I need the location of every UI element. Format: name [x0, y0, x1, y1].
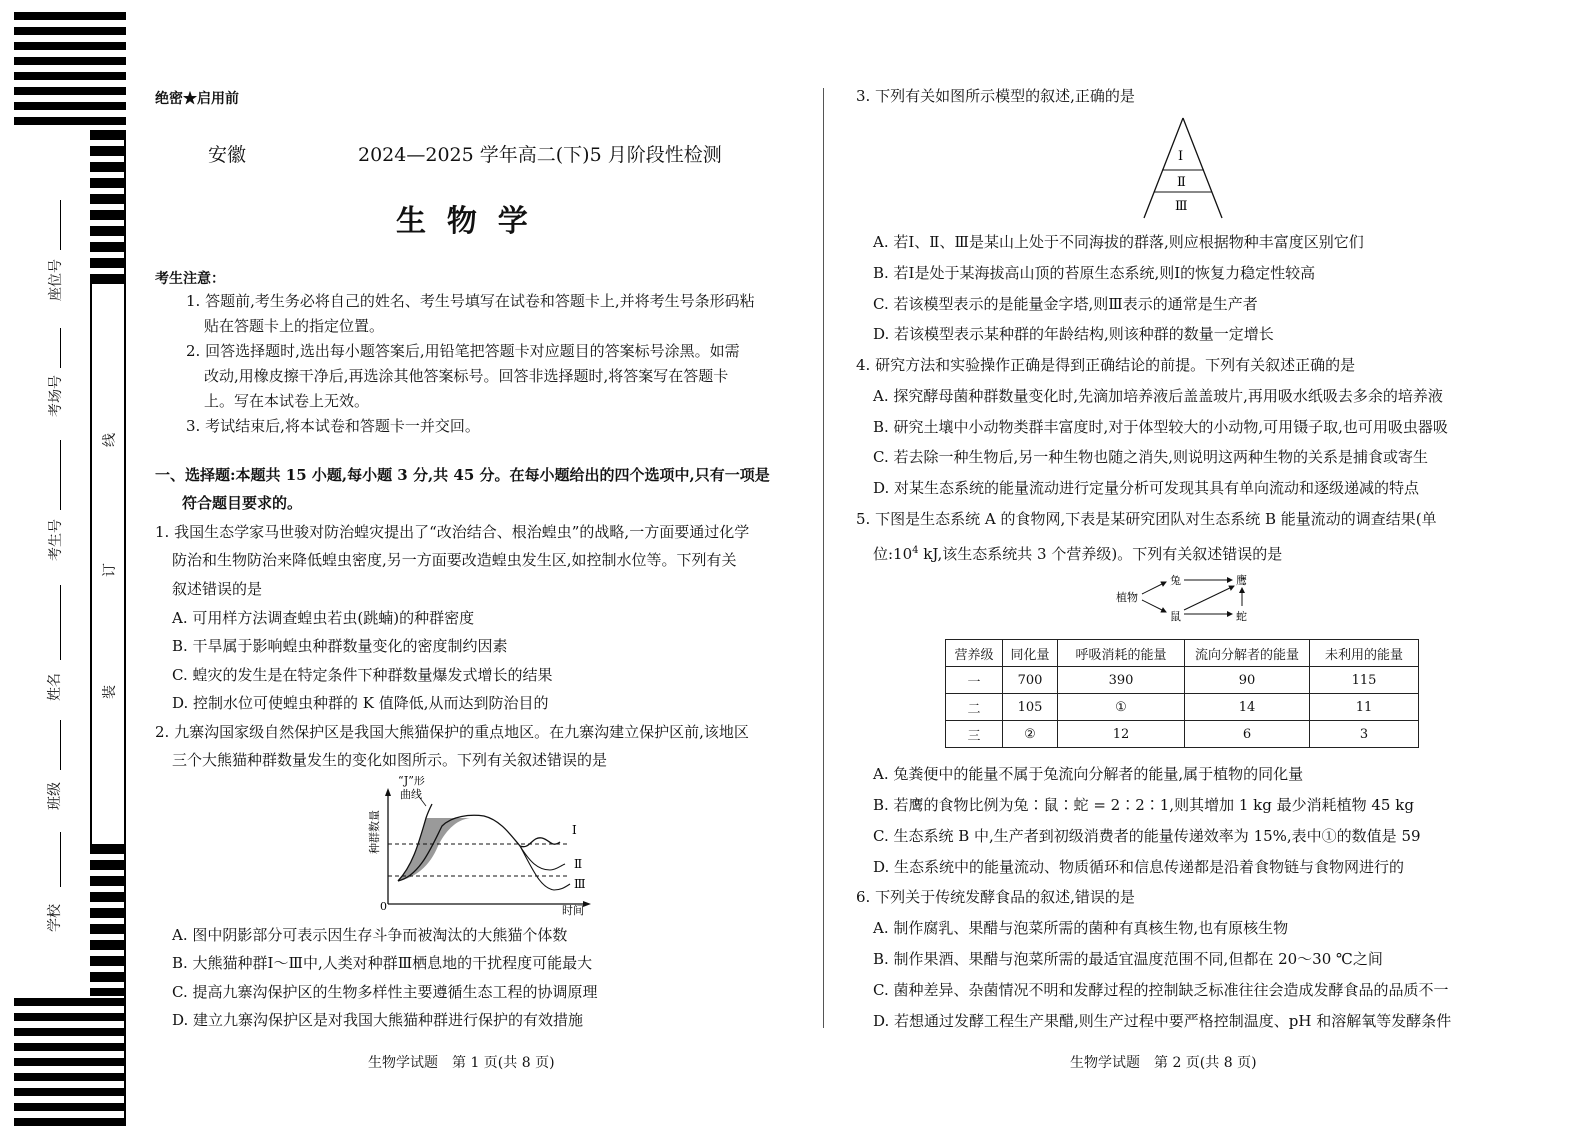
population-curve-svg	[360, 776, 600, 916]
table-header: 未利用的能量	[1310, 640, 1419, 667]
footer-right: 生物学试题 第 2 页(共 8 页)	[1070, 1055, 1257, 1071]
table-header: 流向分解者的能量	[1185, 640, 1310, 667]
curve-label-ii: Ⅱ	[574, 857, 583, 871]
q5-unit-suffix: kJ,该生态系统共 3 个营养级)。下列有关叙述错误的是	[918, 545, 1283, 563]
curve-label-iii: Ⅲ	[574, 877, 586, 891]
q1-option-b: B. 干旱属于影响蝗虫种群数量变化的密度制约因素	[172, 637, 508, 655]
x-axis-label: 时间	[562, 904, 584, 916]
secret-mark: 绝密★启用前	[155, 91, 239, 107]
table-cell: 11	[1310, 694, 1419, 721]
name-label: 姓名	[47, 673, 63, 701]
table-header: 营养级	[946, 640, 1003, 667]
q3-stem: 3. 下列有关如图所示模型的叙述,正确的是	[856, 87, 1135, 105]
table-cell: 390	[1058, 667, 1185, 694]
origin-label: 0	[380, 900, 387, 913]
q2-stem: 三个大熊猫种群数量发生的变化如图所示。下列有关叙述错误的是	[172, 751, 608, 769]
q5-option-c: C. 生态系统 B 中,生产者到初级消费者的能量传递效率为 15%,表中①的数值是 59	[873, 827, 1421, 845]
j-label-2: 曲线	[400, 788, 422, 801]
q3-option-c: C. 若该模型表示的是能量金字塔,则Ⅲ表示的通常是生产者	[873, 295, 1258, 313]
curve-label-i: Ⅰ	[572, 823, 577, 837]
page-divider	[823, 88, 824, 1028]
q4-option-b: B. 研究土壤中小动物类群丰富度时,对于体型较大的小动物,可用镊子取,也可用吸虫器吸	[873, 418, 1448, 436]
table-cell: 14	[1185, 694, 1310, 721]
section-heading-cont: 符合题目要求的。	[182, 494, 303, 512]
food-web-figure	[1112, 570, 1262, 626]
pyramid-level-3: Ⅲ	[1175, 199, 1188, 214]
section-heading: 一、选择题:本题共 15 小题,每小题 3 分,共 45 分。在每小题给出的四个选项中,只有一项是	[155, 466, 770, 484]
table-cell: 6	[1185, 721, 1310, 748]
notice-line: 3. 考试结束后,将本试卷和答题卡一并交回。	[186, 417, 480, 435]
q3-option-a: A. 若Ⅰ、Ⅱ、Ⅲ是某山上处于不同海拔的群落,则应根据物种丰富度区别它们	[873, 233, 1364, 251]
notice-line: 2. 回答选择题时,选出每小题答案后,用铅笔把答题卡对应题目的答案标号涂黑。如需	[186, 342, 740, 360]
pyramid-level-1: Ⅰ	[1178, 149, 1184, 164]
j-label-1: “J”形	[398, 776, 425, 787]
table-header: 呼吸消耗的能量	[1058, 640, 1185, 667]
cut-mark-bind: 订	[102, 563, 118, 577]
table-row	[946, 721, 1419, 748]
notice-line: 1. 答题前,考生务必将自己的姓名、考生号填写在试卷和答题卡上,并将考生号条形码粘	[186, 292, 755, 310]
q4-option-c: C. 若去除一种生物后,另一种生物也随之消失,则说明这两种生物的关系是捕食或寄生	[873, 448, 1429, 466]
node-snake: 蛇	[1236, 610, 1247, 623]
y-axis-label: 种群数量	[368, 810, 381, 854]
table-cell: 105	[1003, 694, 1058, 721]
q6-option-a: A. 制作腐乳、果醋与泡菜所需的菌种有真核生物,也有原核生物	[873, 919, 1289, 937]
q6-stem: 6. 下列关于传统发酵食品的叙述,错误的是	[856, 888, 1135, 906]
table-cell: 12	[1058, 721, 1185, 748]
q5-option-b: B. 若鹰的食物比例为兔∶鼠∶蛇 = 2∶2∶1,则其增加 1 kg 最少消耗植物 45 kg	[873, 796, 1414, 814]
pyramid-svg	[1140, 114, 1226, 222]
q6-option-c: C. 菌种差异、杂菌情况不明和发酵过程的控制缺乏标准往往会造成发酵食品的品质不一	[873, 981, 1449, 999]
q1-stem: 叙述错误的是	[172, 580, 263, 598]
notice-heading: 考生注意：	[155, 271, 225, 287]
room-label: 考场号	[48, 375, 64, 417]
q1-stem: 防治和生物防治来降低蝗虫密度,另一方面要改造蝗虫发生区,如控制水位等。下列有关	[172, 551, 737, 569]
table-cell: 一	[946, 667, 1003, 694]
shaded-area	[398, 818, 470, 881]
table-header-row	[946, 640, 1419, 667]
cut-mark-line: 线	[102, 433, 118, 447]
q4-stem: 4. 研究方法和实验操作正确是得到正确结论的前提。下列有关叙述正确的是	[856, 356, 1356, 374]
q1-option-d: D. 控制水位可使蝗虫种群的 K 值降低,从而达到防治目的	[172, 694, 549, 712]
q1-option-a: A. 可用样方法调查蝗虫若虫(跳蝻)的种群密度	[172, 609, 475, 627]
q4-option-d: D. 对某生态系统的能量流动进行定量分析可发现其具有单向流动和逐级递减的特点	[873, 479, 1420, 497]
seat-label: 座位号	[48, 259, 64, 301]
node-hawk: 鹰	[1236, 574, 1247, 587]
q2-option-c: C. 提高九寨沟保护区的生物多样性主要遵循生态工程的协调原理	[172, 983, 598, 1001]
node-mouse: 鼠	[1170, 610, 1181, 623]
q2-option-a: A. 图中阴影部分可表示因生存斗争而被淘汰的大熊猫个体数	[172, 926, 568, 944]
q3-option-d: D. 若该模型表示某种群的年龄结构,则该种群的数量一定增长	[873, 325, 1274, 343]
pyramid-figure	[1140, 114, 1226, 222]
q6-option-d: D. 若想通过发酵工程生产果醋,则生产过程中要严格控制温度、pH 和溶解氧等发酵条件	[873, 1012, 1452, 1030]
q5-option-d: D. 生态系统中的能量流动、物质循环和信息传递都是沿着食物链与食物网进行的	[873, 858, 1405, 876]
energy-flow-table	[945, 639, 1419, 748]
q5-unit-exponent: 4	[912, 545, 919, 556]
table-cell: ②	[1003, 721, 1058, 748]
table-cell: ①	[1058, 694, 1185, 721]
notice-line: 贴在答题卡上的指定位置。	[204, 317, 385, 335]
table-cell: 700	[1003, 667, 1058, 694]
notice-line: 上。写在本试卷上无效。	[204, 392, 370, 410]
population-curve-figure	[360, 776, 600, 916]
q2-option-d: D. 建立九寨沟保护区是对我国大熊猫种群进行保护的有效措施	[172, 1011, 584, 1029]
q5-stem: 5. 下图是生态系统 A 的食物网,下表是某研究团队对生态系统 B 能量流动的调查结果(单	[856, 510, 1437, 528]
q5-option-a: A. 兔粪便中的能量不属于兔流向分解者的能量,属于植物的同化量	[873, 765, 1304, 783]
node-plant: 植物	[1116, 591, 1138, 604]
table-cell: 二	[946, 694, 1003, 721]
curve-iii	[520, 846, 570, 890]
table-row	[946, 667, 1419, 694]
table-cell: 90	[1185, 667, 1310, 694]
exam-title: 2024—2025 学年高二(下)5 月阶段性检测	[358, 144, 722, 166]
node-rabbit: 兔	[1170, 574, 1181, 587]
food-web-svg	[1112, 570, 1262, 626]
class-label: 班级	[47, 782, 63, 810]
table-cell: 3	[1310, 721, 1419, 748]
table-cell: 115	[1310, 667, 1419, 694]
subject-title: 生 物 学	[396, 204, 528, 239]
q2-option-b: B. 大熊猫种群Ⅰ～Ⅲ中,人类对种群Ⅲ栖息地的干扰程度可能最大	[172, 954, 593, 972]
q5-unit-prefix: 位:10	[873, 545, 913, 563]
footer-left: 生物学试题 第 1 页(共 8 页)	[368, 1055, 555, 1071]
q6-option-b: B. 制作果酒、果醋与泡菜所需的最适宜温度范围不同,但都在 20～30 ℃之间	[873, 950, 1383, 968]
candidate-number-label: 考生号	[48, 519, 64, 561]
table-cell: 三	[946, 721, 1003, 748]
q3-option-b: B. 若Ⅰ是处于某海拔高山顶的苔原生态系统,则Ⅰ的恢复力稳定性较高	[873, 264, 1316, 282]
q5-stem-line2	[873, 536, 1282, 569]
table-header: 同化量	[1003, 640, 1058, 667]
q2-stem: 2. 九寨沟国家级自然保护区是我国大熊猫保护的重点地区。在九寨沟建立保护区前,该地区	[155, 723, 749, 741]
q1-stem: 1. 我国生态学家马世骏对防治蝗灾提出了“改治结合、根治蝗虫”的战略,一方面要通过化学	[155, 523, 750, 541]
q1-option-c: C. 蝗灾的发生是在特定条件下种群数量爆发式增长的结果	[172, 666, 553, 684]
notice-line: 改动,用橡皮擦干净后,再选涂其他答案标号。回答非选择题时,将答案写在答题卡	[204, 367, 729, 385]
exam-title-left: 安徽	[208, 144, 247, 166]
cut-mark-install: 装	[102, 685, 118, 699]
table-row	[946, 694, 1419, 721]
pyramid-level-2: Ⅱ	[1177, 175, 1186, 190]
q4-option-a: A. 探究酵母菌种群数量变化时,先滴加培养液后盖盖玻片,再用吸水纸吸去多余的培养液	[873, 387, 1443, 405]
school-label: 学校	[47, 904, 63, 932]
